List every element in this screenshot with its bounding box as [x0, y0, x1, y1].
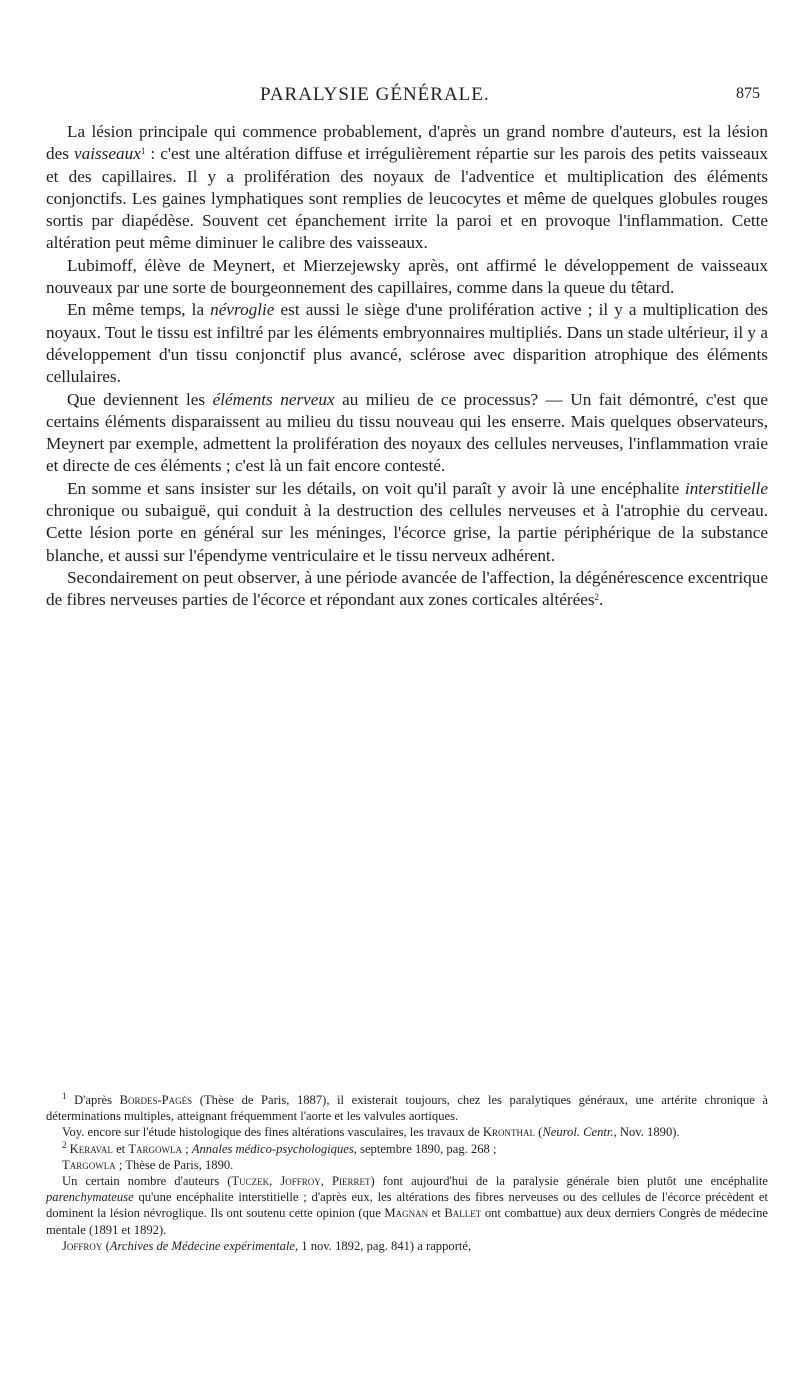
footnote-mark: 2 [62, 1139, 67, 1150]
author-name: Joffroy [62, 1238, 103, 1253]
text-run: est aussi le siège d'une prolifération active ; il y a multiplication des noyaux. Tout le tissu est infiltré par les éléments embryonnaires multipliés. Dans un stade ultérieur, il y a développement d'un tissu conjonctif plus avancé, sclérose avec disparition atrophique des éléments cellulaires. [46, 300, 768, 387]
text-run: La lésion principale qui commence probablement, d'après un grand nombre d'auteurs, est la lésion des [46, 122, 768, 164]
text-run: , 1 nov. 1892, pag. 841) a rapporté, [294, 1238, 472, 1253]
author-name: Tuczek, Joffroy, Pierret [231, 1174, 371, 1189]
footnote-2-authors [46, 1173, 768, 1238]
text-run: En somme et sans insister sur les détails, on voit qu'il paraît y avoir là une encéphalite [67, 478, 685, 498]
text-run: ; Thèse de Paris, 1890. [115, 1157, 234, 1172]
page-number: 875 [736, 85, 760, 102]
author-name: Targowla [62, 1157, 116, 1172]
italic-term: éléments nerveux [212, 389, 335, 409]
text-run: et [428, 1206, 445, 1221]
author-name: Magnan [384, 1206, 429, 1221]
text-run: Lubimoff, élève de Meynert, et Mierzejewsky après, ont affirmé le développement de vaisseaux nouveaux par une sorte de bourgeonnement des capillaires, comme dans la queue du têtard. [46, 255, 768, 298]
footnote-1 [46, 1092, 768, 1124]
text-run: ; [182, 1141, 192, 1156]
text-run: En même temps, la [67, 300, 211, 320]
author-name: Targowla [128, 1141, 183, 1156]
text-run: Voy. encore sur l'étude histologique des fines altérations vasculaires, les travaux de [62, 1125, 483, 1140]
author-name: Bordes-Pagès [119, 1093, 193, 1107]
journal-title: Annales médico-psychologiques [191, 1141, 354, 1156]
author-name: Kronthal [482, 1125, 535, 1140]
text-run: D'après [66, 1093, 120, 1107]
paragraph-degeneration [46, 567, 768, 612]
footnote-2-thesis [46, 1157, 768, 1173]
paragraph-nerve-elements [46, 389, 768, 478]
author-name: Keraval [69, 1141, 113, 1156]
text-run: , septembre 1890, pag. 268 ; [353, 1141, 497, 1156]
text-run: ) font aujourd'hui de la paralysie générale bien plutôt une encéphalite [370, 1174, 768, 1189]
footnotes [46, 1092, 768, 1254]
text-run: au milieu de ce processus? — Un fait démontré, c'est que certains éléments disparaissent au milieu du tissu nouveau qui les enserre. Mais quelques observateurs, Meynert par exemple, admettent la prolifération des noyaux des cellules nerveuses, l'inflammation vraie et directe de ces éléments ; c'est là un fait encore contesté. [46, 389, 768, 476]
italic-term: vaisseaux [74, 144, 141, 164]
paragraph-encephalitis [46, 478, 768, 567]
text-run: ( [102, 1238, 110, 1253]
text-run: (Thèse de Paris, 1887), il existerait toujours, chez les paralytiques généraux, une artérite chronique à déterminations multiples, atteignant fréquemment l'aorte et les valvules aortiques. [46, 1093, 768, 1124]
text-run: Un certain nombre d'auteurs ( [62, 1174, 232, 1189]
page-header [0, 84, 800, 108]
footnote-ref: 1 [140, 146, 146, 157]
text-run: Que deviennent les [67, 389, 213, 409]
footnote-2-joffroy [46, 1238, 768, 1254]
footnote-2 [46, 1141, 768, 1157]
paragraph-neuroglia [46, 299, 768, 388]
main-text [46, 121, 768, 612]
text-run: ont combattue) aux deux derniers Congrès de médecine mentale (1891 et 1892). [46, 1206, 768, 1237]
journal-title: Archives de Médecine expérimentale [109, 1238, 295, 1253]
footnote-mark: 1 [62, 1091, 67, 1101]
text-run: . [599, 590, 604, 610]
italic-term: névroglie [210, 300, 275, 320]
text-run: Secondairement on peut observer, à une période avancée de l'affection, la dégénérescence excentrique de fibres nerveuses parties de l'écorce et répondant aux zones corticales altérées [46, 567, 768, 610]
journal-title: Neurol. Centr. [542, 1125, 614, 1140]
footnote-ref: 2 [594, 592, 600, 603]
author-name: Ballet [444, 1206, 482, 1221]
paragraph-lubimoff [46, 255, 768, 300]
text-run: qu'une encéphalite interstitielle ; d'après eux, les altérations des fibres nerveuses ou des cellules de l'écorce précèdent et dominent la lésion névroglique. Ils ont soutenu cette opinion (que [46, 1190, 768, 1221]
running-title: PARALYSIE GÉNÉRALE. [260, 84, 490, 105]
text-run: ( [534, 1125, 543, 1140]
italic-term: parenchymateuse [46, 1190, 134, 1205]
text-run: chronique ou subaiguë, qui conduit à la destruction des cellules nerveuses et à l'atrophie du cerveau. Cette lésion porte en général sur les méninges, l'écorce grise, la partie périphérique de la substance blanche, et aussi sur l'épendyme ventriculaire et le tissu nerveux adhérent. [46, 501, 768, 565]
paragraph-vessels [46, 121, 768, 255]
text-run: : c'est une altération diffuse et irrégulièrement répartie sur les parois des petits vaisseaux et des capillaires. Il y a prolifération des noyaux de l'adventice et multiplication des éléments conjonctifs. Les gaines lymphatiques sont remplies de leucocytes et même de quelques globules rouges sortis par diapédèse. Souvent cet épanchement irrite la paroi et en provoque l'inflammation. Cette altération peut même diminuer le calibre des vaisseaux. [46, 144, 768, 253]
italic-term: interstitielle [684, 478, 768, 498]
text-run: et [112, 1141, 129, 1156]
text-run: , Nov. 1890). [613, 1125, 680, 1140]
footnote-1-continued [46, 1124, 768, 1140]
